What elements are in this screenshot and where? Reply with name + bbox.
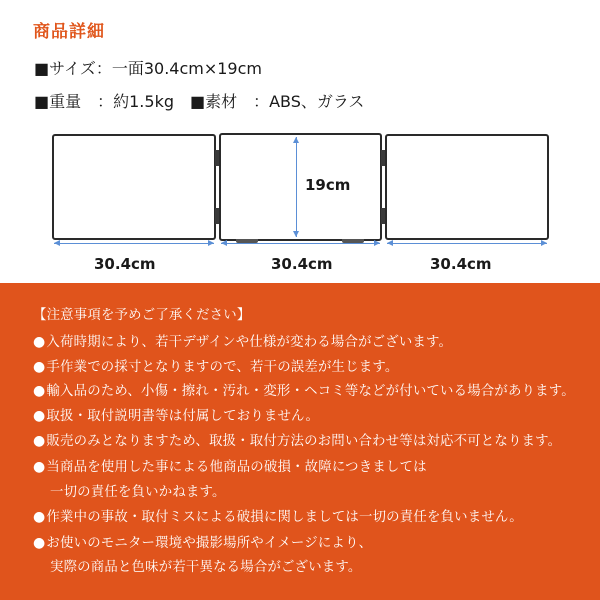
hinge xyxy=(381,150,385,166)
notice-item xyxy=(33,456,427,475)
bullet-icon: ● xyxy=(33,359,46,375)
notice-text: 手作業での採寸となりますので、若干の誤差が生じます。 xyxy=(46,360,399,375)
notice-item xyxy=(33,430,561,449)
width-dimension-line xyxy=(221,243,380,244)
notice-text: 取扱・取付説明書等は付属しておりません。 xyxy=(46,409,320,424)
notice-continuation: 実際の商品と色味が若干異なる場合がございます。 xyxy=(50,560,362,575)
width-label-right: 30.4cm xyxy=(430,255,492,273)
notice-text: 作業中の事故・取付ミスによる破損に関しましては一切の責任を負いません。 xyxy=(46,510,523,525)
height-label: 19cm xyxy=(305,176,351,194)
notice-text: お使いのモニター環境や撮影場所やイメージにより、 xyxy=(46,536,373,551)
notice-item xyxy=(33,331,452,350)
hinge xyxy=(215,208,219,224)
bullet-icon: ● xyxy=(33,408,46,424)
notice-text: 輸入品のため、小傷・擦れ・汚れ・変形・ヘコミ等などが付いている場合があります。 xyxy=(46,384,575,399)
notice-item xyxy=(33,380,575,399)
hinge xyxy=(381,208,385,224)
width-label-center: 30.4cm xyxy=(271,255,333,273)
width-dimension-line xyxy=(387,243,547,244)
notice-continuation: 一切の責任を負いかねます。 xyxy=(50,485,226,500)
bullet-icon: ● xyxy=(33,459,46,475)
hinge xyxy=(215,150,219,166)
notice-heading: 【注意事項を予めご了承ください】 xyxy=(33,308,251,323)
spec-weight-material: ■重量 ：約1.5kg ■素材 ：ABS、ガラス xyxy=(34,92,365,111)
notice-text: 販売のみとなりますため、取扱・取付方法のお問い合わせ等は対応不可となります。 xyxy=(46,434,562,449)
spec-size: ■サイズ：一面30.4cm×19cm xyxy=(34,59,262,78)
product-spec-section xyxy=(0,0,600,283)
notice-item xyxy=(33,532,372,551)
bullet-icon: ● xyxy=(33,334,46,350)
notice-item xyxy=(33,405,319,424)
notice-text: 入荷時期により、若干デザインや仕様が変わる場合がございます。 xyxy=(46,335,453,350)
mirror-panel-right xyxy=(385,134,549,240)
width-dimension-line xyxy=(54,243,214,244)
notice-item xyxy=(33,356,398,375)
mirror-panel-left xyxy=(52,134,216,240)
bullet-icon: ● xyxy=(33,433,46,449)
bullet-icon: ● xyxy=(33,383,46,399)
bullet-icon: ● xyxy=(33,535,46,551)
bullet-icon: ● xyxy=(33,509,46,525)
notice-item xyxy=(33,506,523,525)
mirror-panel-center xyxy=(219,133,382,241)
height-dimension-line xyxy=(296,137,297,237)
notice-text: 当商品を使用した事による他商品の破損・故障につきましては xyxy=(46,460,427,475)
section-title: 商品詳細 xyxy=(33,22,105,42)
width-label-left: 30.4cm xyxy=(94,255,156,273)
